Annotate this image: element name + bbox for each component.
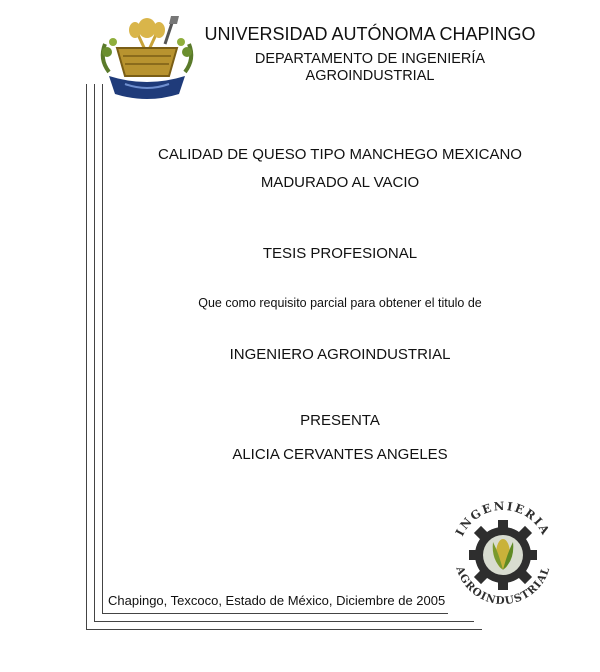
degree-title: INGENIERO AGROINDUSTRIAL [229, 346, 451, 363]
frame-left-outer [86, 84, 87, 630]
seal-bottom-text: AGROINDUSTRIAL [453, 564, 553, 608]
thesis-type: TESIS PROFESIONAL [262, 245, 418, 262]
gear-corn-seal-icon [445, 494, 561, 612]
frame-bottom-inner [102, 613, 448, 614]
seal-top-text: INGENIERIA [452, 498, 554, 539]
university-name: UNIVERSIDAD AUTÓNOMA CHAPINGO [204, 24, 536, 44]
frame-bottom-outer [86, 629, 482, 630]
frame-bottom-mid [94, 621, 474, 622]
requirement-text: Que como requisito parcial para obtener el titulo de [198, 296, 482, 310]
thesis-title-line-2: MADURADO AL VACIO [260, 174, 420, 191]
thesis-title-line-1: CALIDAD DE QUESO TIPO MANCHEGO MEXICANO [158, 146, 522, 163]
presents-label: PRESENTA [300, 412, 380, 429]
author-name: ALICIA CERVANTES ANGELES [232, 446, 448, 463]
place-date: Chapingo, Texcoco, Estado de México, Diciembre de 2005 [108, 593, 446, 608]
department-line-1: DEPARTAMENTO DE INGENIERÍA [254, 51, 486, 67]
department-line-2: AGROINDUSTRIAL [305, 68, 435, 84]
